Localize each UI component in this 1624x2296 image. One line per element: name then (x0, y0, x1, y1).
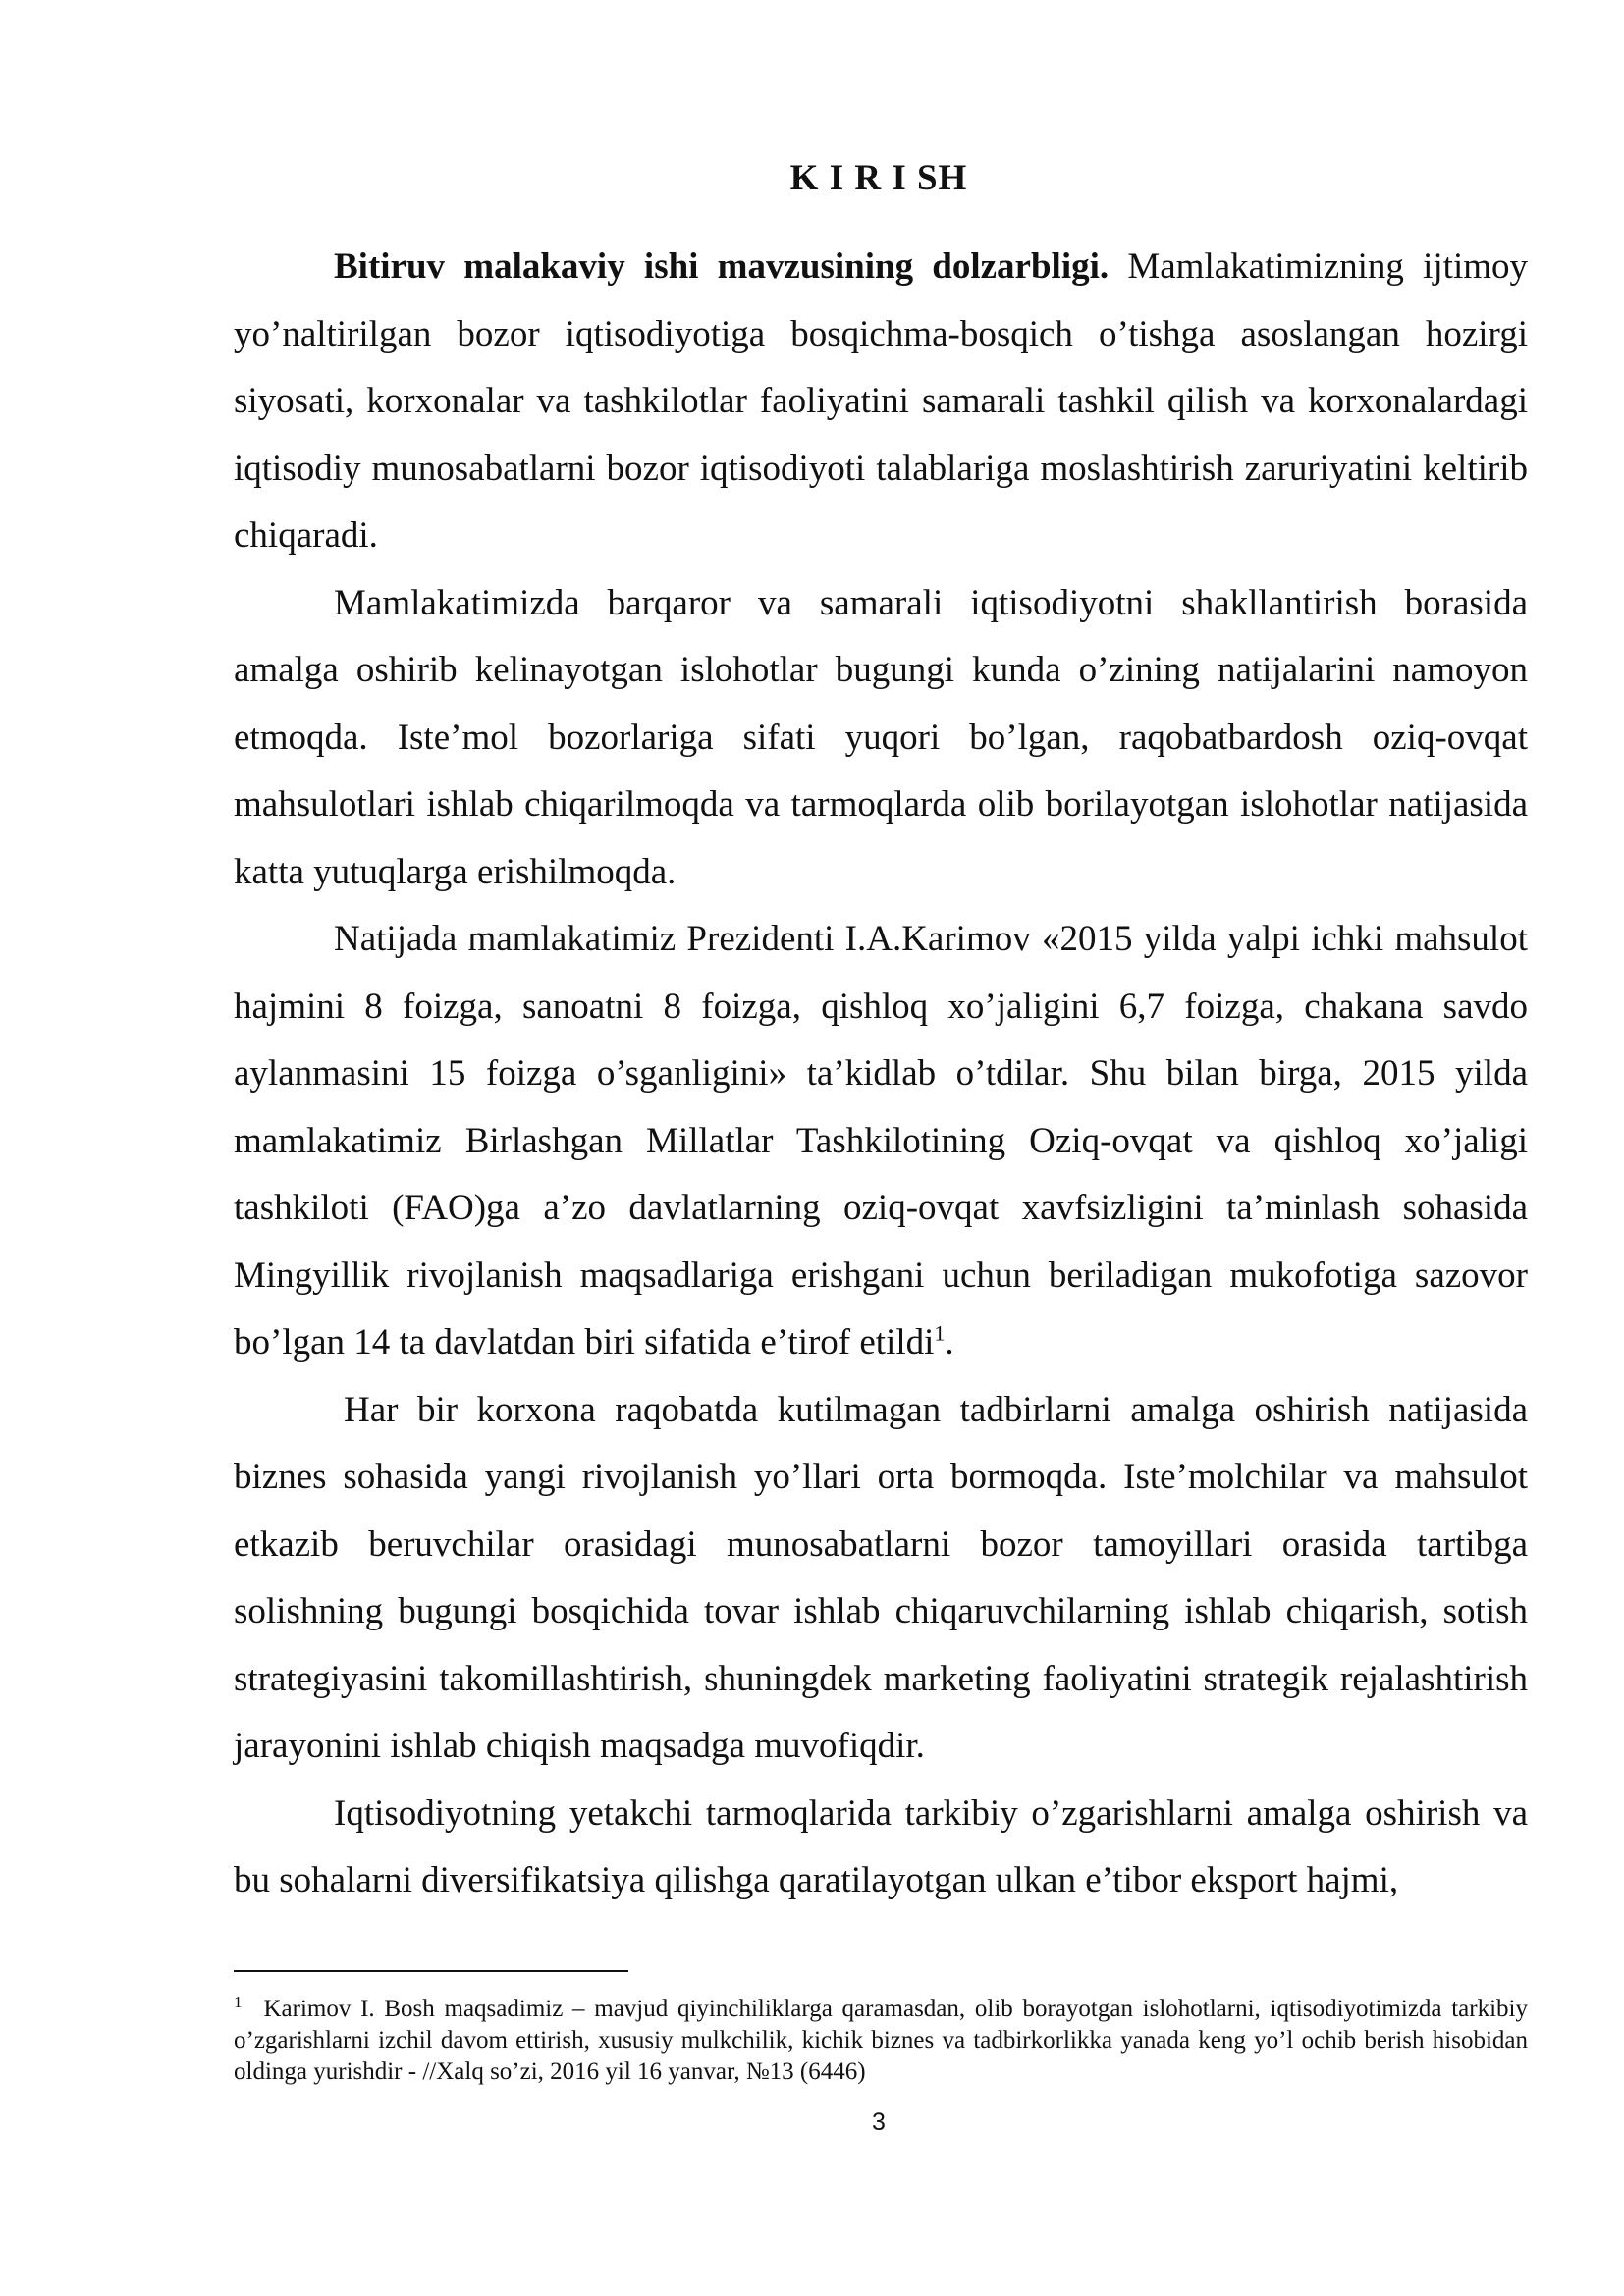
paragraph-text: Mamlakatimizda barqaror va samarali iqtisodiyotni shakllantirish borasida amalga oshirib kelinayotgan islohotlar bugungi kunda o’zining natijalarini namoyon etmoqda. Iste’mol bozorlariga sifati yuqori bo’lgan, raqobatbardosh oziq-ovqat mahsulotlari ishlab chiqarilmoqda va tarmoqlarda olib borilayotgan islohotlar natijasida katta yutuqlarga erishilmoqda. (234, 582, 1528, 892)
paragraph-text: Iqtisodiyotning yetakchi tarmoqlarida tarkibiy o’zgarishlarni amalga oshirish va bu sohalarni diversifikatsiya qilishga qaratilayotgan ulkan e’tibor eksport hajmi, (234, 1792, 1528, 1900)
paragraph (234, 906, 1528, 1377)
paragraph-tail: . (945, 1322, 954, 1362)
footnote-separator (234, 1970, 628, 1972)
footnote-number: 1 (234, 1992, 243, 2011)
footnote-text: Karimov I. Bosh maqsadimiz – mavjud qiyinchiliklarga qaramasdan, olib borayotgan islohotlarni, iqtisodiyotimizda tarkibiy o’zgarishlarni izchil davom ettirish, xususiy mulkchilik, kichik biznes va tadbirkorlikka yanada keng yo’l ochib berish hisobidan oldinga yurishdir - //Xalq so’zi, 2016 yil 16 yanvar, №13 (6446) (234, 1996, 1528, 2085)
paragraph-relevance (234, 234, 1528, 570)
paragraph (234, 1377, 1528, 1781)
footnote-reference[interactable]: 1 (934, 1320, 946, 1346)
section-heading: K I R I SH (789, 158, 968, 198)
paragraph-text: Mamlakatimizning ijtimoy yo’naltirilgan bozor iqtisodiyotiga bosqichma-bosqich o’tishga asoslangan hozirgi siyosati, korxonalar va tashkilotlar faoliyatini samarali tashkil qilish va korxonalardagi iqtisodiy munosabatlarni bozor iqtisodiyoti talablariga moslashtirish zaruriyatini keltirib chiqaradi. (234, 246, 1528, 556)
footnote (234, 1994, 1528, 2088)
page-number: 3 (872, 2109, 886, 2136)
paragraph (234, 1781, 1528, 1915)
paragraph-text: Natijada mamlakatimiz Prezidenti I.A.Karimov «2015 yilda yalpi ichki mahsulot hajmini 8 foizga, sanoatni 8 foizga, qishloq xo’jaligini 6,7 foizga, chakana savdo aylanmasini 15 foizga o’sganligini» ta’kidlab o’tdilar. Shu bilan birga, 2015 yilda mamlakatimiz Birlashgan Millatlar Tashkilotining Oziq-ovqat va qishloq xo’jaligi tashkiloti (FAO)ga a’zo davlatlarning oziq-ovqat xavfsizligini ta’minlash sohasida Mingyillik rivojlanish maqsadlariga erishgani uchun beriladigan mukofotiga sazovor bo’lgan 14 ta davlatdan biri sifatida e’tirof etildi (234, 919, 1528, 1362)
paragraph-text: Har bir korxona raqobatda kutilmagan tadbirlarni amalga oshirish natijasida biznes sohasida yangi rivojlanish yo’llari orta bormoqda. Iste’molchilar va mahsulot etkazib beruvchilar orasidagi munosabatlarni bozor tamoyillari orasida tartibga solishning bugungi bosqichida tovar ishlab chiqaruvchilarning ishlab chiqarish, sotish strategiyasini takomillashtirish, shuningdek marketing faoliyatini strategik rejalashtirish jarayonini ishlab chiqish maqsadga muvofiqdir. (234, 1389, 1528, 1766)
paragraph (234, 570, 1528, 907)
body-text (234, 234, 1528, 1915)
paragraph-lead: Bitiruv malakaviy ishi mavzusining dolzarbligi. (334, 246, 1110, 287)
